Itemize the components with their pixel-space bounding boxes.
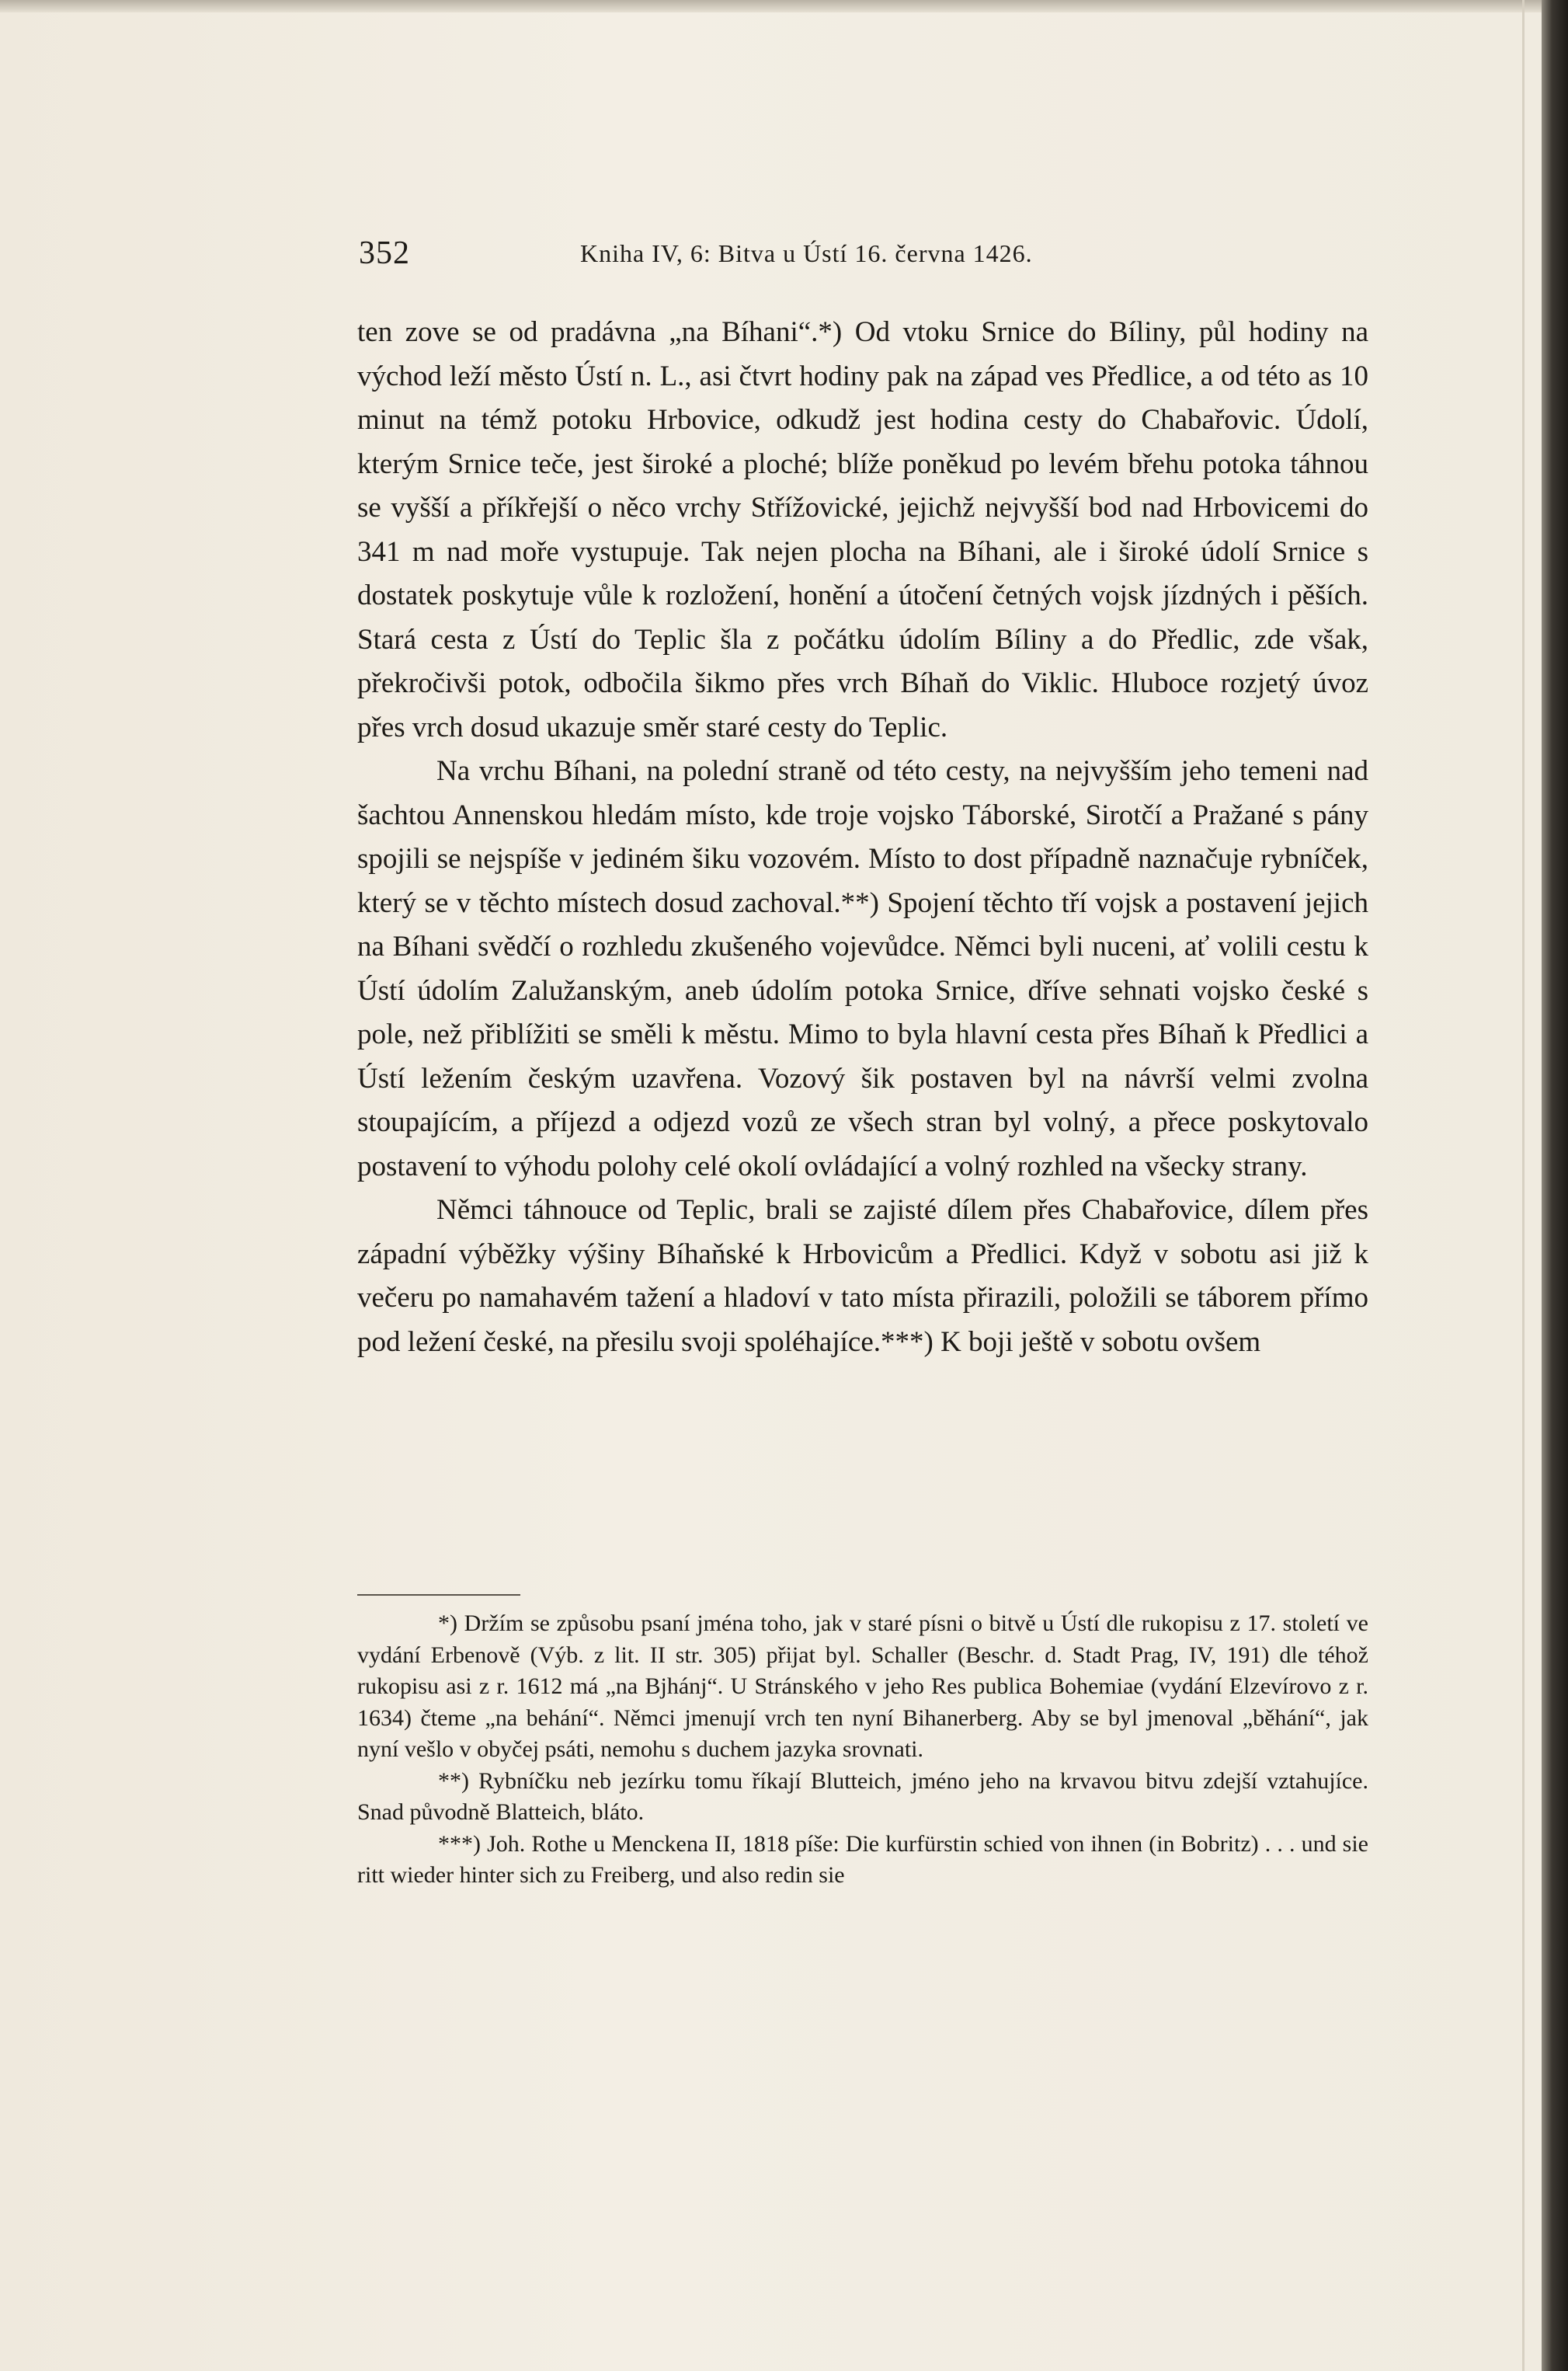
page-top-edge: [0, 0, 1542, 12]
paragraph-3: Němci táhnouce od Teplic, brali se zajisté dílem přes Chabařovice, dílem přes západní výběžky výšiny Bíhaňské k Hrbovicům a Předlici. Když v sobotu asi již k večeru po namahavém tažení a hladoví v tato místa přirazili, položili se táborem přímo pod ležení české, na přesilu svoji spoléhajíce.***) K boji ještě v sobotu ovšem: [357, 1194, 1368, 1358]
page-number: 352: [359, 235, 410, 271]
footnote-2: **) Rybníčku neb jezírku tomu říkají Blutteich, jméno jeho na krvavou bitvu zdejší vztahujíce. Snad původně Blatteich, bláto.: [357, 1767, 1368, 1825]
footnote-3: ***) Joh. Rothe u Menckena II, 1818 píše: Die kurfürstin schied von ihnen (in Bobritz) . . . und sie ritt wieder hinter sich zu Freiberg, und also redin sie: [357, 1830, 1368, 1888]
page-header: [359, 235, 1368, 281]
page-fold-line: [1522, 0, 1525, 2371]
main-text: [357, 311, 1368, 1364]
footnotes: [357, 1608, 1368, 1892]
footnote-1: *) Držím se způsobu psaní jména toho, jak v staré písni o bitvě u Ústí dle rukopisu z 17. století ve vydání Erbenově (Výb. z lit. II str. 305) přijat byl. Schaller (Beschr. d. Stadt Prag, IV, 191) dle téhož rukopisu asi z r. 1612 má „na Bjhánj“. U Stránského v jeho Res publica Bohemiae (vydání Elzevírovo z r. 1634) čteme „na behání“. Němci jmenují vrch ten nyní Bihanerberg. Aby se byl jmenoval „běhání“, jak nyní vešlo v obyčej psáti, nemohu s duchem jazyka srovnati.: [357, 1610, 1368, 1762]
running-head: Kniha IV, 6: Bitva u Ústí 16. června 1426.: [580, 239, 1033, 267]
footnote-divider: [357, 1594, 520, 1596]
paragraph-2: Na vrchu Bíhani, na polední straně od této cesty, na nejvyšším jeho temeni nad šachtou Annenskou hledám místo, kde troje vojsko Táborské, Sirotčí a Pražané s pány spojili se nejspíše v jediném šiku vozovém. Místo to dost případně naznačuje rybníček, který se v těchto místech dosud zachoval.**) Spojení těchto tří vojsk a postavení jejich na Bíhani svědčí o rozhledu zkušeného vojevůdce. Němci byli nuceni, ať volili cestu k Ústí údolím Zalužanským, aneb údolím potoka Srnice, dříve sehnati vojsko české s pole, než přiblížiti se směli k městu. Mimo to byla hlavní cesta přes Bíhaň k Předlici a Ústí ležením českým uzavřena. Vozový šik postaven byl na návrší velmi zvolna stoupajícím, a příjezd a odjezd vozů ze všech stran byl volný, a přece poskytovalo postavení to výhodu polohy celé okolí ovládající a volný rozhled na všecky strany.: [357, 755, 1368, 1182]
paragraph-1: ten zove se od pradávna „na Bíhani“.*) Od vtoku Srnice do Bíliny, půl hodiny na východ leží město Ústí n. L., asi čtvrt hodiny pak na západ ves Předlice, a od této as 10 minut na témž potoku Hrbovice, odkudž jest hodina cesty do Chabařovic. Údolí, kterým Srnice teče, jest široké a ploché; blíže poněkud po levém břehu potoka táhnou se vyšší a příkřejší o něco vrchy Střížovické, jejichž nejvyšší bod nad Hrbovicemi do 341 m nad moře vystupuje. Tak nejen plocha na Bíhani, ale i široké údolí Srnice s dostatek poskytuje vůle k rozložení, honění a útočení četných vojsk jízdných i pěších. Stará cesta z Ústí do Teplic šla z počátku údolím Bíliny a do Předlic, zde však, překročivši potok, odbočila šikmo přes vrch Bíhaň do Viklic. Hluboce rozjetý úvoz přes vrch dosud ukazuje směr staré cesty do Teplic.: [357, 316, 1368, 743]
book-spine: [1542, 0, 1568, 2371]
